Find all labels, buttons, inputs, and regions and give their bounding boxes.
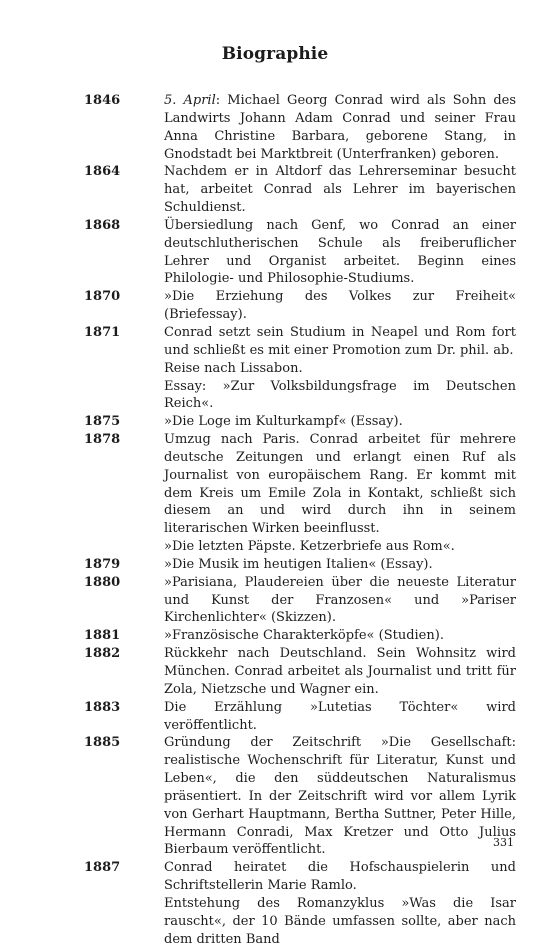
entry-paragraph: »Die letzten Päpste. Ketzerbriefe aus Rom«. — [164, 539, 455, 555]
entry-text — [164, 645, 516, 699]
chronology-entry — [84, 627, 516, 645]
entry-paragraph: Gründung der Zeitschrift »Die Gesellschaft: realistische Wochenschrift für Literatur, Kunst und Leben«, die den süddeutschen Naturalismus präsentiert. In der Zeitschrift wird vor allem Lyrik von Gerhart Hauptmann, Bertha Suttner, Peter Hille, Hermann Conradi, Max Kretzer und Otto Julius Bierbaum veröffentlicht. — [164, 735, 516, 858]
chronology-entry — [84, 217, 516, 288]
entry-text — [164, 217, 516, 288]
entry-year: 1881 — [84, 628, 121, 644]
entry-text — [164, 288, 516, 324]
entry-text — [164, 163, 516, 217]
entry-paragraph: Essay: »Zur Volksbildungsfrage im Deutschen Reich«. — [164, 378, 516, 412]
entry-year: 1864 — [84, 164, 121, 180]
entry-paragraph: »Parisiana, Plaudereien über die neueste Literatur und Kunst der Franzosen« und »Pariser Kirchenlichter« (Skizzen). — [164, 574, 516, 626]
entry-year: 1875 — [84, 414, 121, 430]
entry-text — [164, 92, 516, 163]
entry-text — [164, 627, 516, 645]
entry-paragraph: Entstehung des Romanzyklus »Was die Isar rauscht«, der 10 Bände umfassen sollte, aber nach dem dritten Band — [164, 895, 516, 947]
chronology-list — [84, 92, 516, 949]
chronology-entry — [84, 288, 516, 324]
entry-text — [164, 556, 516, 574]
entry-paragraph: 5. April: Michael Georg Conrad wird als Sohn des Landwirts Johann Adam Conrad und seiner Frau Anna Christine Barbara, geborene Stang, in Gnodstadt bei Marktbreit (Unterfranken) geboren. — [164, 93, 516, 162]
entry-paragraph: »Die Erziehung des Volkes zur Freiheit« (Briefessay). — [164, 289, 516, 323]
entry-text — [164, 574, 516, 628]
entry-paragraph: Conrad heiratet die Hofschauspielerin und Schriftstellerin Marie Ramlo. — [164, 860, 516, 894]
entry-year: 1871 — [84, 324, 121, 340]
entry-paragraph: Conrad setzt sein Studium in Neapel und Rom fort und schließt es mit einer Promotion zum Dr. phil. ab. — [164, 324, 516, 358]
page-number: 331 — [493, 836, 514, 849]
entry-year: 1846 — [84, 93, 121, 108]
chronology-entry — [84, 413, 516, 431]
entry-year: 1880 — [84, 574, 121, 590]
chronology-entry — [84, 645, 516, 699]
chronology-entry — [84, 859, 516, 948]
entry-text — [164, 734, 516, 859]
page-title: Biographie — [221, 44, 329, 64]
chronology-entry — [84, 163, 516, 217]
entry-year: 1882 — [84, 646, 121, 662]
entry-paragraph: Übersiedlung nach Genf, wo Conrad an einer deutschlutherischen Schule als freiberuflicher Lehrer und Organist arbeitet. Beginn eines Philologie- und Philosophie-Studiums. — [164, 217, 516, 287]
entry-text — [164, 859, 516, 948]
entry-text — [164, 699, 516, 735]
date-label: 5. April — [164, 93, 216, 108]
entry-year: 1879 — [84, 556, 121, 572]
entry-year: 1870 — [84, 289, 121, 305]
entry-year: 1885 — [84, 735, 121, 751]
chronology-entry — [84, 734, 516, 859]
entry-text — [164, 431, 516, 556]
entry-year: 1868 — [84, 217, 121, 233]
entry-paragraph: Umzug nach Paris. Conrad arbeitet für mehrere deutsche Zeitungen und erlangt einen Ruf als Journalist von europäischem Rang. Er kommt mit dem Kreis um Emile Zola in Kontakt, schließt sich diesem an und wird durch ihn in seinem literarischen Wirken beeinflusst. — [164, 432, 516, 537]
chronology-entry — [84, 92, 516, 163]
entry-year: 1878 — [84, 432, 121, 448]
entry-paragraph: Nachdem er in Altdorf das Lehrerseminar besucht hat, arbeitet Conrad als Lehrer im bayerischen Schuldienst. — [164, 164, 516, 216]
entry-text — [164, 324, 516, 413]
chronology-entry — [84, 324, 516, 413]
chronology-entry — [84, 431, 516, 556]
entry-year: 1887 — [84, 860, 121, 876]
entry-paragraph: »Die Loge im Kulturkampf« (Essay). — [164, 414, 403, 430]
chronology-entry — [84, 556, 516, 574]
entry-text — [164, 413, 516, 431]
entry-paragraph: Die Erzählung »Lutetias Töchter« wird veröffentlicht. — [164, 699, 516, 733]
chronology-entry — [84, 699, 516, 735]
entry-paragraph: »Die Musik im heutigen Italien« (Essay). — [164, 556, 433, 572]
chronology-entry — [84, 574, 516, 628]
entry-year: 1883 — [84, 699, 121, 715]
entry-paragraph: Reise nach Lissabon. — [164, 360, 303, 376]
entry-paragraph: Rückkehr nach Deutschland. Sein Wohnsitz wird München. Conrad arbeitet als Journalist und tritt für Zola, Nietzsche und Wagner ein. — [164, 646, 516, 697]
entry-paragraph: »Französische Charakterköpfe« (Studien). — [164, 628, 444, 644]
